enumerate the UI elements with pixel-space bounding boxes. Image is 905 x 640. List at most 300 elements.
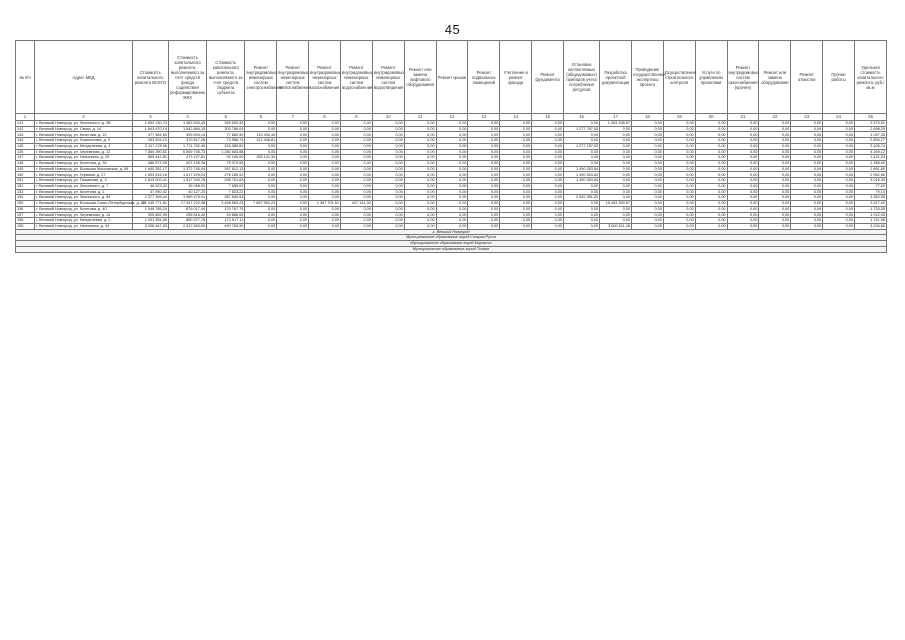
value-cell: 1 542 884,15 [168, 126, 206, 132]
value-cell: 0,00 [404, 155, 436, 161]
value-cell: 276 285,92 [207, 172, 245, 178]
value-cell: 0,00 [404, 161, 436, 167]
value-cell: 19 453 390,97 [600, 201, 632, 207]
value-cell: 0,00 [309, 178, 341, 184]
value-cell: 0,00 [532, 138, 564, 144]
column-number: 3 [132, 114, 168, 121]
value-cell: 0,00 [791, 161, 823, 167]
value-cell: 0,00 [436, 143, 468, 149]
value-cell: 0,00 [500, 143, 532, 149]
value-cell: 269 500,33 [207, 121, 245, 127]
value-cell: 0,00 [404, 183, 436, 189]
column-number: 17 [600, 114, 632, 121]
value-cell: 0,00 [791, 121, 823, 127]
value-cell: 0,00 [600, 183, 632, 189]
value-cell: 0,00 [277, 183, 309, 189]
value-cell: 0,00 [309, 218, 341, 224]
column-header: Ремонт фундамента [532, 41, 564, 114]
value-cell: 0,00 [309, 206, 341, 212]
column-header: Установка коллективных (общедомовых) приборов учета потребления ресурсов [564, 41, 600, 114]
column-number: 10 [372, 114, 404, 121]
value-cell: 0,00 [631, 206, 663, 212]
value-cell: 0,00 [340, 143, 372, 149]
address-cell: г. Великий Новгород, ул. Менделеева, д. 4 [35, 143, 133, 149]
value-cell: 0,00 [404, 189, 436, 195]
value-cell: 0,00 [564, 189, 600, 195]
value-cell: 0,00 [340, 132, 372, 138]
value-cell: 0,00 [532, 223, 564, 229]
value-cell: 0,00 [564, 149, 600, 155]
value-cell: 0,00 [791, 155, 823, 161]
value-cell: 0,00 [759, 149, 791, 155]
value-cell: 0,00 [340, 212, 372, 218]
value-cell: 0,00 [340, 218, 372, 224]
value-cell: 0,00 [532, 195, 564, 201]
value-cell: 0,00 [727, 126, 759, 132]
value-cell: 0,00 [404, 143, 436, 149]
value-cell: 0,00 [500, 132, 532, 138]
value-cell: 0,00 [245, 189, 277, 195]
value-cell: 0,00 [759, 132, 791, 138]
value-cell: 0,00 [309, 183, 341, 189]
column-header: № п/п [16, 41, 35, 114]
value-cell: 171 617,11 [207, 218, 245, 224]
value-cell: 0,00 [727, 132, 759, 138]
column-header: Адрес МКД [35, 41, 133, 114]
value-cell: 0,00 [372, 155, 404, 161]
value-cell: 0,00 [823, 132, 855, 138]
value-cell: 0,00 [309, 138, 341, 144]
value-cell: 0,00 [695, 218, 727, 224]
value-cell: 0,00 [759, 172, 791, 178]
value-cell: 0,00 [500, 183, 532, 189]
value-cell: 1 490 353,84 [564, 172, 600, 178]
row-number: 144 [16, 138, 35, 144]
address-cell: г. Великий Новгород, ул. Большая Московская, д. 59 [35, 166, 133, 172]
value-cell: 0,00 [791, 206, 823, 212]
value-cell: 77,20 [854, 183, 886, 189]
value-cell: 1 652 130,73 [132, 121, 168, 127]
row-number: 149 [16, 166, 35, 172]
value-cell: 0,00 [727, 189, 759, 195]
value-cell: 2 698,20 [854, 126, 886, 132]
column-header: Услуги по управлению проектами [695, 41, 727, 114]
value-cell: 295 761,63 [207, 178, 245, 184]
value-cell: 0,00 [823, 155, 855, 161]
value-cell: 0,00 [340, 161, 372, 167]
value-cell: 0,00 [340, 189, 372, 195]
value-cell: 0,00 [468, 132, 500, 138]
value-cell: 0,00 [468, 201, 500, 207]
value-cell: 2 117 178,06 [132, 143, 168, 149]
value-cell: 0,00 [436, 195, 468, 201]
value-cell: 1 813 002,41 [132, 178, 168, 184]
value-cell: 0,00 [695, 126, 727, 132]
value-cell: 1 693 515,16 [132, 172, 168, 178]
value-cell: 0,00 [564, 206, 600, 212]
value-cell: 0,00 [372, 172, 404, 178]
value-cell: 0,00 [468, 126, 500, 132]
value-cell: 0,00 [600, 161, 632, 167]
value-cell: 387 830,53 [207, 195, 245, 201]
value-cell: 0,00 [823, 172, 855, 178]
value-cell: 0,00 [436, 218, 468, 224]
column-header: Осуществление строительного контроля [663, 41, 695, 114]
value-cell: 1 771 792,46 [168, 143, 206, 149]
column-header: Удельная стоимость капитального ремонта, руб./кв.м [854, 41, 886, 114]
value-cell: 0,00 [309, 212, 341, 218]
value-cell: 0,00 [532, 183, 564, 189]
value-cell: 407 195,36 [168, 161, 206, 167]
value-cell: 0,00 [245, 223, 277, 229]
value-cell: 0,00 [600, 132, 632, 138]
value-cell: 0,00 [695, 138, 727, 144]
value-cell: 0,00 [500, 172, 532, 178]
value-cell: 0,00 [372, 195, 404, 201]
column-number: 23 [791, 114, 823, 121]
value-cell: 0,00 [532, 166, 564, 172]
value-cell: 0,00 [309, 166, 341, 172]
value-cell: 0,00 [500, 201, 532, 207]
value-cell: 0,00 [631, 149, 663, 155]
value-cell: 46 923,02 [132, 183, 168, 189]
column-number: 6 [245, 114, 277, 121]
value-cell: 0,00 [500, 178, 532, 184]
value-cell: 0,00 [663, 138, 695, 144]
value-cell: 1 417 229,24 [168, 172, 206, 178]
value-cell: 0,00 [564, 183, 600, 189]
value-cell: 0,00 [277, 149, 309, 155]
value-cell: 3 362,55 [854, 195, 886, 201]
value-cell: 0,00 [436, 138, 468, 144]
value-cell: 3 498 569,23 [207, 201, 245, 207]
value-cell: 0,00 [372, 189, 404, 195]
value-cell: 0,00 [759, 223, 791, 229]
value-cell: 0,00 [631, 178, 663, 184]
value-cell: 0,00 [600, 143, 632, 149]
value-cell: 0,00 [600, 195, 632, 201]
value-cell: 0,00 [277, 132, 309, 138]
value-cell: 0,00 [727, 121, 759, 127]
value-cell: 0,00 [791, 189, 823, 195]
value-cell: 0,00 [468, 189, 500, 195]
column-number: 19 [663, 114, 695, 121]
header-row [16, 41, 887, 114]
value-cell: 0,00 [791, 166, 823, 172]
column-number: 1 [16, 114, 35, 121]
value-cell: 0,00 [823, 212, 855, 218]
address-cell: г. Великий Новгород, ул. Черемнова, д. 14 [35, 212, 133, 218]
value-cell: 0,00 [340, 178, 372, 184]
value-cell: 0,00 [245, 172, 277, 178]
value-cell: 0,00 [663, 126, 695, 132]
value-cell: 0,00 [600, 138, 632, 144]
section-label: Муниципальное образование город Старая Русса [16, 235, 887, 241]
column-header: Ремонт отмостки [791, 41, 823, 114]
column-header: Ремонт внутридомовых инженерных систем водоснабжения [340, 41, 372, 114]
value-cell: 0,00 [436, 201, 468, 207]
value-cell: 0,00 [823, 218, 855, 224]
value-cell: 0,00 [727, 155, 759, 161]
value-cell: 0,00 [372, 201, 404, 207]
value-cell: 0,00 [564, 212, 600, 218]
column-header: Утепление и ремонт фасада [500, 41, 532, 114]
value-cell: 0,00 [404, 201, 436, 207]
column-header: Ремонт внутридомовых инженерных систем теплоснабжения [277, 41, 309, 114]
value-cell: 0,00 [372, 126, 404, 132]
value-cell: 0,00 [663, 155, 695, 161]
value-cell: 0,00 [372, 143, 404, 149]
value-cell: 0,00 [436, 161, 468, 167]
value-cell: 1 490 353,84 [564, 166, 600, 172]
value-cell: 0,00 [823, 183, 855, 189]
value-cell: 0,00 [823, 161, 855, 167]
value-cell: 49 866,53 [207, 212, 245, 218]
value-cell: 0,00 [436, 121, 468, 127]
value-cell: 0,00 [631, 126, 663, 132]
value-cell: 565 442,81 [132, 155, 168, 161]
value-cell: 0,00 [309, 143, 341, 149]
column-number: 8 [309, 114, 341, 121]
row-number: 154 [16, 195, 35, 201]
value-cell: 0,00 [309, 223, 341, 229]
address-cell: г. Великий Новгород, ул. Кочетова, д. 40 [35, 206, 133, 212]
value-cell: 0,00 [340, 183, 372, 189]
value-cell: 0,00 [436, 206, 468, 212]
value-cell: 3 016,39 [854, 178, 886, 184]
table-body [16, 114, 887, 253]
value-cell: 0,00 [500, 223, 532, 229]
column-header: Проведение государственной экспертизы проекта [631, 41, 663, 114]
value-cell: 0,00 [245, 121, 277, 127]
value-cell: 0,00 [245, 206, 277, 212]
value-cell: 0,00 [727, 206, 759, 212]
column-header: Ремонт подвальных помещений [468, 41, 500, 114]
value-cell: 0,00 [631, 166, 663, 172]
value-cell: 0,00 [791, 138, 823, 144]
value-cell: 0,00 [277, 206, 309, 212]
value-cell: 1 358,00 [854, 161, 886, 167]
value-cell: 0,00 [791, 126, 823, 132]
value-cell: 0,00 [468, 149, 500, 155]
value-cell: 0,00 [631, 212, 663, 218]
value-cell: 0,00 [663, 178, 695, 184]
column-number: 25 [854, 114, 886, 121]
value-cell: 0,00 [564, 138, 600, 144]
value-cell: 0,00 [759, 212, 791, 218]
row-number: 159 [16, 223, 35, 229]
value-cell: 0,00 [695, 143, 727, 149]
column-number: 13 [468, 114, 500, 121]
value-cell: 0,00 [436, 212, 468, 218]
value-cell: 0,00 [759, 201, 791, 207]
value-cell: 0,00 [340, 223, 372, 229]
value-cell: 6 569 706,73 [168, 149, 206, 155]
table-header [16, 41, 887, 114]
column-number: 21 [727, 114, 759, 121]
value-cell: 0,00 [532, 143, 564, 149]
value-cell: 0,00 [791, 201, 823, 207]
value-cell: 0,00 [564, 223, 600, 229]
value-cell: 0,00 [631, 132, 663, 138]
value-cell: 0,00 [404, 178, 436, 184]
value-cell: 0,00 [309, 172, 341, 178]
value-cell: 1 277 787,53 [564, 126, 600, 132]
row-number: 145 [16, 143, 35, 149]
value-cell: 0,00 [372, 218, 404, 224]
value-cell: 0,00 [500, 161, 532, 167]
value-cell: 490 783,90 [207, 223, 245, 229]
section-row [16, 246, 887, 252]
page-number: 45 [444, 22, 461, 37]
value-cell: 0,00 [245, 149, 277, 155]
value-cell: 115 434,40 [245, 132, 277, 138]
value-cell: 3 104,66 [854, 223, 886, 229]
value-cell: 1 372 740,04 [168, 166, 206, 172]
section-label: Муниципальное образование город Тихвин [16, 246, 887, 252]
value-cell: 0,00 [404, 132, 436, 138]
value-cell: 0,00 [436, 155, 468, 161]
value-cell: 0,00 [277, 155, 309, 161]
value-cell: 0,00 [532, 212, 564, 218]
value-cell: 0,00 [695, 212, 727, 218]
value-cell: 0,00 [277, 195, 309, 201]
address-cell: г. Великий Новгород, ул. Ломоносова, д. 9 [35, 138, 133, 144]
value-cell: 0,00 [631, 189, 663, 195]
value-cell: 0,00 [404, 218, 436, 224]
value-cell: 0,00 [663, 121, 695, 127]
value-cell: 0,00 [791, 218, 823, 224]
value-cell: 453 504,10 [132, 138, 168, 144]
value-cell: 0,00 [468, 195, 500, 201]
row-number: 158 [16, 218, 35, 224]
value-cell: 0,00 [631, 138, 663, 144]
value-cell: 77 880,40 [207, 132, 245, 138]
value-cell: 2 952,66 [854, 172, 886, 178]
value-cell: 0,00 [372, 166, 404, 172]
value-cell: 1 490 353,84 [564, 178, 600, 184]
value-cell: 0,00 [823, 195, 855, 201]
address-cell: г. Великий Новгород, ул. Германа, д. 27 [35, 172, 133, 178]
value-cell: 0,00 [663, 172, 695, 178]
value-cell: 0,00 [695, 206, 727, 212]
value-cell: 0,00 [564, 218, 600, 224]
value-cell: 0,00 [564, 121, 600, 127]
value-cell: 3 000 511,28 [600, 223, 632, 229]
row-number: 148 [16, 161, 35, 167]
value-cell: 300 786,04 [207, 126, 245, 132]
value-cell: 0,00 [436, 183, 468, 189]
value-cell: 0,00 [823, 223, 855, 229]
section-label: г. Великий Новгород [16, 229, 887, 235]
value-cell: 1 367 701,51 [309, 201, 341, 207]
value-cell: 0,00 [759, 183, 791, 189]
column-number: 20 [695, 114, 727, 121]
value-cell: 0,00 [468, 143, 500, 149]
value-cell: 0,00 [631, 223, 663, 229]
value-cell: 0,00 [532, 132, 564, 138]
value-cell: 0,00 [823, 189, 855, 195]
value-cell: 0,00 [468, 212, 500, 218]
value-cell: 0,00 [468, 166, 500, 172]
value-cell: 0,00 [277, 201, 309, 207]
value-cell: 0,00 [695, 223, 727, 229]
value-cell: 0,00 [823, 166, 855, 172]
value-cell: 0,00 [277, 126, 309, 132]
value-cell: 0,00 [727, 201, 759, 207]
value-cell: 427 141,32 [340, 201, 372, 207]
value-cell: 0,00 [727, 195, 759, 201]
column-header: Ремонт или замена лифтового оборудования [404, 41, 436, 114]
value-cell: 0,00 [436, 166, 468, 172]
value-cell: 0,00 [695, 195, 727, 201]
value-cell: 0,00 [468, 172, 500, 178]
value-cell: 0,00 [500, 166, 532, 172]
column-number-row [16, 114, 887, 121]
address-cell: г. Великий Новгород, ул. Менделеева, д. 2 [35, 218, 133, 224]
column-number: 7 [277, 114, 309, 121]
value-cell: 0,00 [404, 121, 436, 127]
value-cell: 0,00 [468, 206, 500, 212]
value-cell: 0,00 [727, 166, 759, 172]
value-cell: 0,00 [532, 218, 564, 224]
value-cell: 0,00 [532, 201, 564, 207]
value-cell: 0,00 [600, 206, 632, 212]
value-cell: 0,00 [340, 166, 372, 172]
address-cell: г. Великий Новгород, ул. Кочетова, д. 22 [35, 132, 133, 138]
value-cell: 1 517 240,78 [168, 178, 206, 184]
value-cell: 7 850 390,61 [132, 149, 168, 155]
value-cell: 0,00 [372, 132, 404, 138]
value-cell: 0,00 [277, 223, 309, 229]
value-cell: 0,00 [309, 121, 341, 127]
value-cell: 1 051 994,89 [132, 218, 168, 224]
value-cell: 0,00 [340, 172, 372, 178]
value-cell: 0,00 [823, 143, 855, 149]
value-cell: 0,00 [245, 218, 277, 224]
value-cell: 92 245,00 [207, 155, 245, 161]
address-cell: г. Великий Новгород, ул. Зелинского, д. 7 [35, 183, 133, 189]
value-cell: 399 504,10 [168, 132, 206, 138]
value-cell: 122 448,81 [245, 138, 277, 144]
address-cell: г. Великий Новгород, ул. Нехинская, д. 44 [35, 223, 133, 229]
value-cell: 0,00 [245, 161, 277, 167]
value-cell: 876 017,49 [168, 206, 206, 212]
value-cell: 0,00 [404, 206, 436, 212]
value-cell: 0,00 [727, 161, 759, 167]
value-cell: 0,00 [500, 206, 532, 212]
value-cell: 0,00 [436, 178, 468, 184]
value-cell: 0,00 [695, 121, 727, 127]
value-cell: 0,00 [695, 183, 727, 189]
value-cell: 0,00 [663, 183, 695, 189]
value-cell: 0,00 [663, 161, 695, 167]
value-cell: 47 950,42 [132, 189, 168, 195]
value-cell: 0,00 [309, 189, 341, 195]
value-cell: 0,00 [791, 143, 823, 149]
value-cell: 0,00 [245, 126, 277, 132]
value-cell: 0,00 [663, 201, 695, 207]
value-cell: 2 002 381,20 [564, 195, 600, 201]
value-cell: 0,00 [631, 183, 663, 189]
value-cell: 0,00 [372, 121, 404, 127]
value-cell: 0,00 [600, 218, 632, 224]
value-cell: 1 012,05 [854, 212, 886, 218]
value-cell: 79 379,59 [207, 161, 245, 167]
value-cell: 17 947 202,58 [168, 201, 206, 207]
column-number: 14 [500, 114, 532, 121]
value-cell: 1 280 683,88 [207, 149, 245, 155]
